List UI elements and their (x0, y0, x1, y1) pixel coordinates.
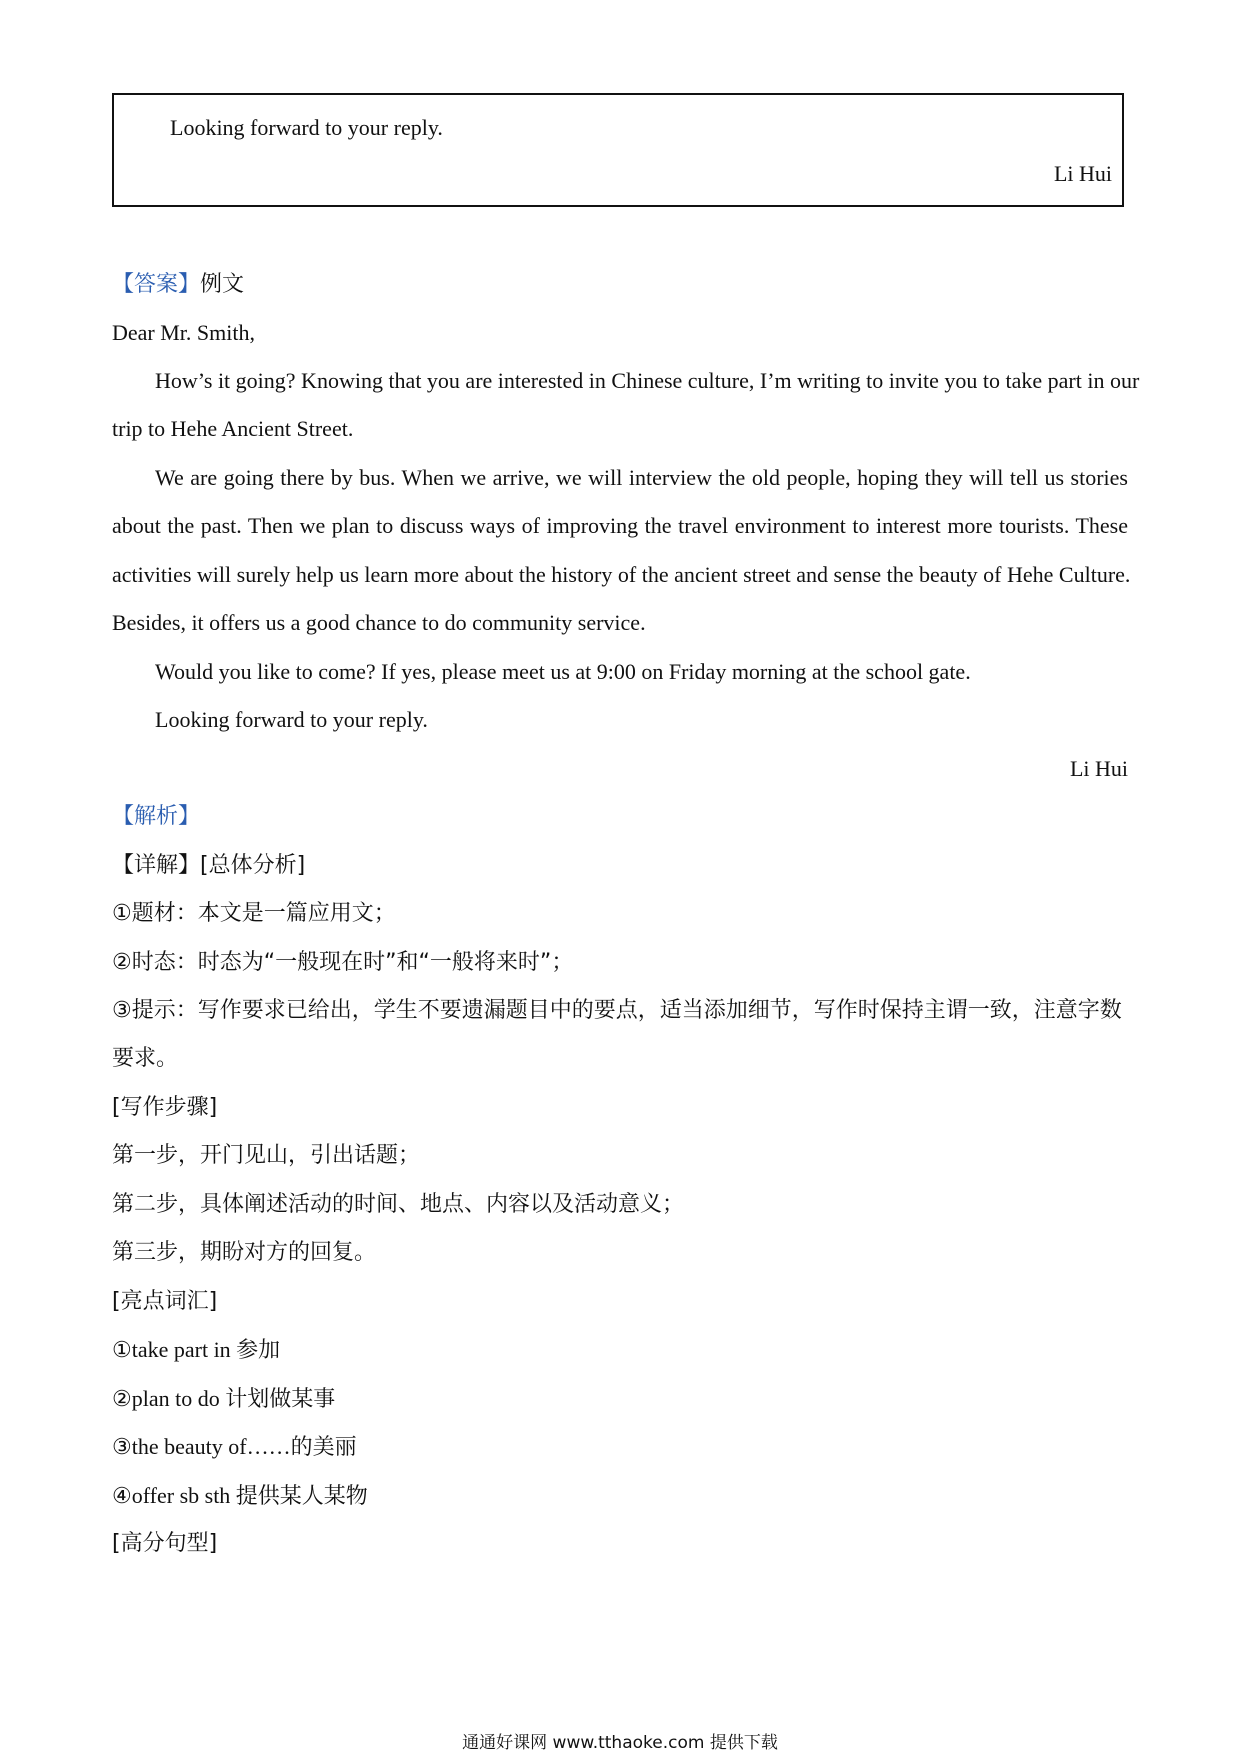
answer-label-suffix: 例文 (200, 272, 245, 297)
answer-signature: Li Hui (1069, 756, 1128, 781)
vocab-3: ③the beauty of……的美丽 (112, 1434, 357, 1459)
answer-label: 【答案】 (112, 272, 201, 297)
box-signature: Li Hui (1053, 161, 1112, 186)
box-closing: Looking forward to your reply. (170, 115, 443, 140)
vocab-4: ④offer sb sth 提供某人某物 (112, 1483, 368, 1508)
para2-line1: We are going there by bus. When we arrive, we will interview the old people, hoping they will tell us stories (155, 465, 1128, 490)
detail-heading: 【详解】[总体分析] (112, 853, 306, 878)
step-3: 第三步，期盼对方的回复。 (112, 1240, 377, 1265)
answer-heading (112, 270, 1128, 299)
para1-line1: How’s it going? Knowing that you are interested in Chinese culture, I’m writing to invite you to take part in our (155, 368, 1140, 393)
letter-box (112, 93, 1124, 207)
analysis-point-2: ②时态：时态为“一般现在时”和“一般将来时”； (112, 950, 574, 975)
para2-line4: Besides, it offers us a good chance to do community service. (112, 610, 646, 635)
para2-line3: activities will surely help us learn more about the history of the ancient street and sense the beauty of Hehe Culture. (112, 562, 1131, 587)
page-footer: 通通好课网 www.tthaoke.com 提供下载 (462, 1733, 778, 1753)
para1-line2: trip to Hehe Ancient Street. (112, 416, 354, 441)
step-2: 第二步，具体阐述活动的时间、地点、内容以及活动意义； (112, 1192, 685, 1217)
para2-line2: about the past. Then we plan to discuss ways of improving the travel environment to interest more tourists. These (112, 513, 1128, 538)
sentences-heading: [高分句型] (112, 1531, 218, 1556)
steps-heading: [写作步骤] (112, 1095, 218, 1120)
analysis-point-3-line2: 要求。 (112, 1046, 179, 1071)
vocab-heading: [亮点词汇] (112, 1289, 218, 1314)
para3: Would you like to come? If yes, please meet us at 9:00 on Friday morning at the school gate. (155, 659, 971, 684)
analysis-point-1: ①题材：本文是一篇应用文； (112, 901, 396, 926)
answer-closing: Looking forward to your reply. (155, 707, 428, 732)
analysis-point-3-line1: ③提示：写作要求已给出，学生不要遗漏题目中的要点，适当添加细节，写作时保持主谓一致，注意字数 (112, 998, 1122, 1023)
step-1: 第一步，开门见山，引出话题； (112, 1143, 421, 1168)
vocab-1: ①take part in 参加 (112, 1337, 281, 1362)
salutation: Dear Mr. Smith, (112, 320, 255, 345)
vocab-2: ②plan to do 计划做某事 (112, 1386, 336, 1411)
analysis-label: 【解析】 (112, 804, 201, 829)
